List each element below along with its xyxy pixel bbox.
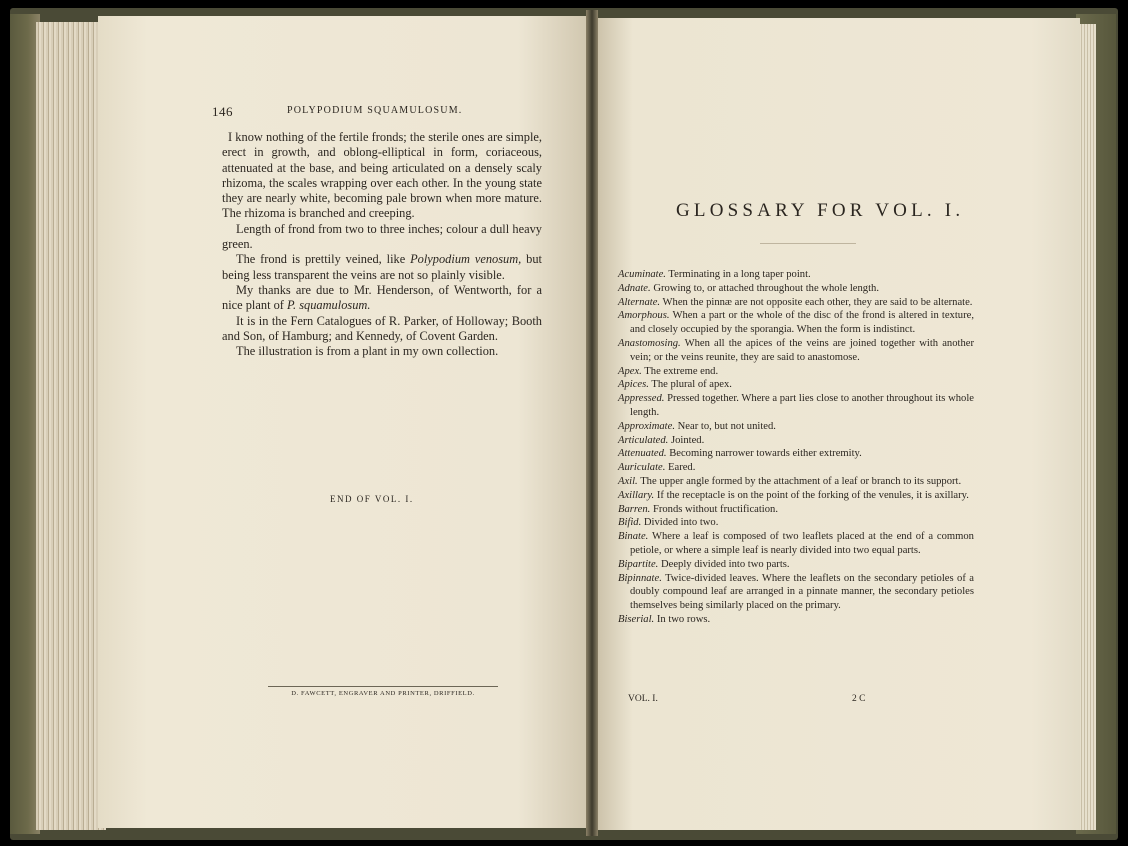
glossary-entry xyxy=(618,503,974,517)
glossary-term: Alternate. xyxy=(618,296,661,308)
glossary-definition: Near to, but not united. xyxy=(677,420,776,432)
glossary-definition: The plural of apex. xyxy=(651,379,732,391)
glossary-definition: Divided into two. xyxy=(643,517,719,529)
glossary-term: Biserial. xyxy=(618,613,655,625)
footer-signature: 2 C xyxy=(852,694,866,704)
glossary-term: Amorphous. xyxy=(618,310,670,322)
end-of-volume: END OF VOL. I. xyxy=(330,494,414,504)
glossary-term: Bipinnate. xyxy=(618,572,662,584)
glossary-definition: In two rows. xyxy=(656,613,711,625)
thanks-species: P. squamulosum. xyxy=(287,298,371,313)
left-body-text xyxy=(222,130,542,359)
glossary-entry xyxy=(618,420,974,434)
glossary-entry xyxy=(618,447,974,461)
glossary-term: Axillary. xyxy=(618,489,655,501)
glossary-term: Acuminate. xyxy=(618,269,666,280)
glossary-definition: Deeply divided into two parts. xyxy=(660,558,790,570)
glossary-definition: When a part or the whole of the disc of the frond is altered in texture, and closely occupied by the sporangia. When the form is indistinct. xyxy=(630,310,974,336)
glossary-entry xyxy=(618,572,974,613)
printer-imprint: D. FAWCETT, ENGRAVER AND PRINTER, DRIFFIELD. xyxy=(291,690,475,697)
glossary-term: Binate. xyxy=(618,531,649,543)
paragraph-catalogues: It is in the Fern Catalogues of R. Parker, of Holloway; Booth and Son, of Hamburg; and Kennedy, of Covent Garden. xyxy=(222,313,542,343)
glossary-entry xyxy=(618,392,974,420)
glossary-definition: Terminating in a long taper point. xyxy=(668,269,811,280)
glossary-term: Appressed. xyxy=(618,393,665,405)
glossary-term: Anastomosing. xyxy=(618,337,681,349)
glossary-title: GLOSSARY FOR VOL. I. xyxy=(676,200,965,221)
glossary-definition: Jointed. xyxy=(670,434,705,446)
veined-text-b: but being less transparent the veins are not so plainly visible. xyxy=(222,252,542,282)
glossary-entry xyxy=(618,268,974,282)
glossary-entry xyxy=(618,558,974,572)
glossary-term: Apices. xyxy=(618,379,649,391)
glossary-term: Auriculate. xyxy=(618,462,666,474)
glossary-definition: When all the apices of the veins are joined together with another vein; or the veins reunite, they are said to anastomose. xyxy=(630,337,974,363)
glossary-term: Apex. xyxy=(618,365,642,377)
paragraph-description: I know nothing of the fertile fronds; the sterile ones are simple, erect in growth, and oblong-elliptical in form, coriaceous, attenuated at the base, and being articulated on a densely scaly rhizoma, the scales wrapping over each other. In the young state they are nearly white, becoming pale brown when more mature. The rhizoma is branched and creeping. xyxy=(222,130,542,221)
glossary-definition: If the receptacle is on the point of the forking of the venules, it is axillary. xyxy=(656,489,969,501)
glossary-list xyxy=(618,268,974,627)
glossary-entry xyxy=(618,613,974,627)
glossary-term: Bipartite. xyxy=(618,558,659,570)
veined-species: Polypodium venosum, xyxy=(410,252,522,267)
glossary-entry xyxy=(618,434,974,448)
book-gutter xyxy=(586,10,598,836)
paragraph-length: Length of frond from two to three inches; colour a dull heavy green. xyxy=(222,221,542,252)
glossary-entry xyxy=(618,337,974,365)
glossary-entry xyxy=(618,378,974,392)
running-head: POLYPODIUM SQUAMULOSUM. xyxy=(287,105,463,116)
footer-volume: VOL. I. xyxy=(628,694,658,704)
glossary-term: Articulated. xyxy=(618,434,669,446)
glossary-definition: Twice-divided leaves. Where the leaflets on the secondary petioles of a doubly compound leaf are arranged in a pinnate manner, the secondary petioles themselves being similarly placed on the primary. xyxy=(630,572,974,612)
glossary-term: Adnate. xyxy=(618,282,651,294)
glossary-entry xyxy=(618,530,974,558)
glossary-definition: Pressed together. Where a part lies close to another throughout its whole length. xyxy=(630,393,974,418)
glossary-definition: Where a leaf is composed of two leaflets placed at the end of a common petiole, or where a simple leaf is nearly divided into two equal parts. xyxy=(630,531,974,556)
glossary-term: Bifid. xyxy=(618,517,642,529)
thanks-text: My thanks are due to Mr. Henderson, of Wentworth, for a nice plant of xyxy=(222,282,542,313)
left-page-edges xyxy=(36,22,106,830)
paragraph-illustration: The illustration is from a plant in my own collection. xyxy=(236,344,499,359)
glossary-term: Axil. xyxy=(618,475,638,487)
glossary-term: Attenuated. xyxy=(618,448,667,460)
glossary-entry xyxy=(618,489,974,503)
glossary-definition: The upper angle formed by the attachment of a leaf or branch to its support. xyxy=(640,475,962,487)
title-rule xyxy=(760,243,856,244)
glossary-entry xyxy=(618,282,974,296)
glossary-definition: Fronds without fructification. xyxy=(652,503,778,515)
glossary-definition: When the pinnæ are not opposite each other, they are said to be alternate. xyxy=(662,296,973,308)
paragraph-veined xyxy=(222,252,542,283)
glossary-definition: Eared. xyxy=(668,462,696,474)
glossary-term: Barren. xyxy=(618,503,651,515)
glossary-entry xyxy=(618,296,974,310)
glossary-entry xyxy=(618,475,974,489)
printer-rule xyxy=(268,686,498,687)
glossary-definition: The extreme end. xyxy=(644,365,719,377)
glossary-term: Approximate. xyxy=(618,420,675,432)
glossary-entry xyxy=(618,365,974,379)
glossary-entry xyxy=(618,309,974,337)
page-number: 146 xyxy=(212,104,233,119)
glossary-definition: Growing to, or attached throughout the whole length. xyxy=(653,282,879,294)
glossary-definition: Becoming narrower towards either extremity. xyxy=(669,448,862,460)
paragraph-thanks xyxy=(222,283,542,314)
veined-text-a: The frond is prettily veined, like xyxy=(236,252,411,267)
glossary-entry xyxy=(618,516,974,530)
glossary-entry xyxy=(618,461,974,475)
